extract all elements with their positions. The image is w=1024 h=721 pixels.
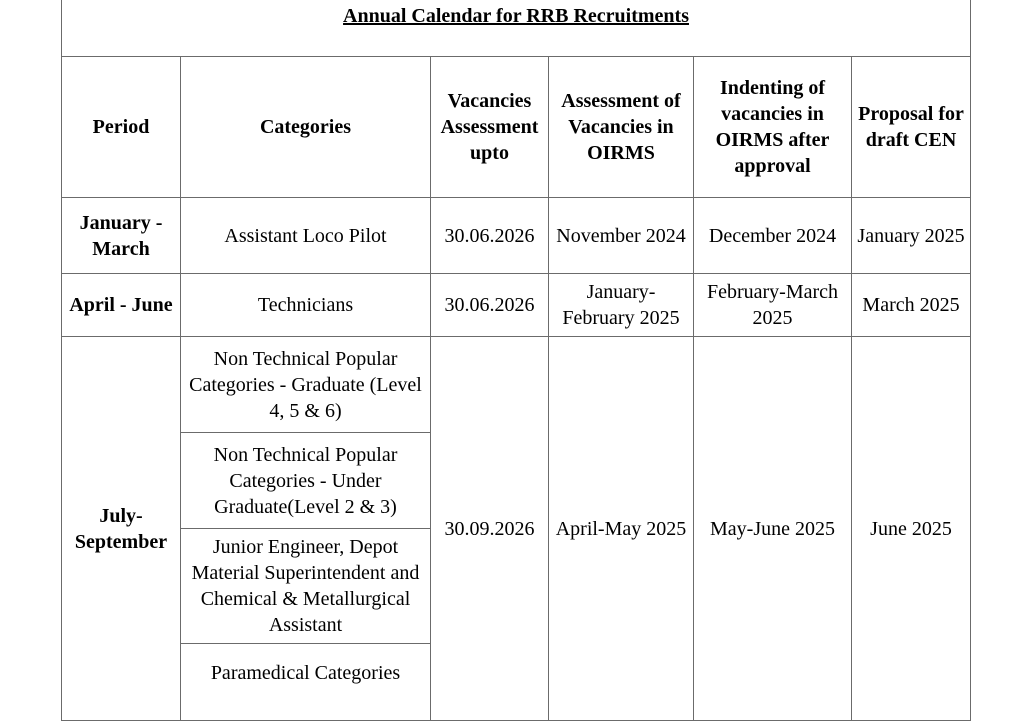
document-title: Annual Calendar for RRB Recruitments xyxy=(62,0,971,57)
vacancies-assessment-cell: 30.06.2026 xyxy=(431,198,549,274)
assessment-oirms-cell: January-February 2025 xyxy=(549,274,694,337)
category-cell: Assistant Loco Pilot xyxy=(181,198,431,274)
category-cell: Junior Engineer, Depot Material Superintendent and Chemical & Metallurgical Assistant xyxy=(181,529,431,644)
header-assessment-oirms: Assessment of Vacancies in OIRMS xyxy=(549,57,694,198)
vacancies-assessment-cell: 30.06.2026 xyxy=(431,274,549,337)
title-row xyxy=(62,0,971,57)
category-cell: Non Technical Popular Categories - Under Graduate(Level 2 & 3) xyxy=(181,433,431,529)
category-cell: Paramedical Categories xyxy=(181,644,431,721)
vacancies-assessment-cell: 30.09.2026 xyxy=(431,337,549,721)
header-proposal: Proposal for draft CEN xyxy=(852,57,971,198)
header-vacancies-assessment: Vacancies Assessment upto xyxy=(431,57,549,198)
recruitment-calendar-table xyxy=(61,0,971,721)
category-cell: Technicians xyxy=(181,274,431,337)
assessment-oirms-cell: April-May 2025 xyxy=(549,337,694,721)
header-categories: Categories xyxy=(181,57,431,198)
header-indenting: Indenting of vacancies in OIRMS after approval xyxy=(694,57,852,198)
proposal-cell: January 2025 xyxy=(852,198,971,274)
proposal-cell: June 2025 xyxy=(852,337,971,721)
period-cell: April - June xyxy=(62,274,181,337)
assessment-oirms-cell: November 2024 xyxy=(549,198,694,274)
indenting-cell: May-June 2025 xyxy=(694,337,852,721)
period-cell: July-September xyxy=(62,337,181,721)
indenting-cell: February-March 2025 xyxy=(694,274,852,337)
table-row xyxy=(62,274,971,337)
header-period: Period xyxy=(62,57,181,198)
table-row xyxy=(62,337,971,433)
category-cell: Non Technical Popular Categories - Graduate (Level 4, 5 & 6) xyxy=(181,337,431,433)
period-cell: January - March xyxy=(62,198,181,274)
table-row xyxy=(62,198,971,274)
header-row xyxy=(62,57,971,198)
proposal-cell: March 2025 xyxy=(852,274,971,337)
indenting-cell: December 2024 xyxy=(694,198,852,274)
